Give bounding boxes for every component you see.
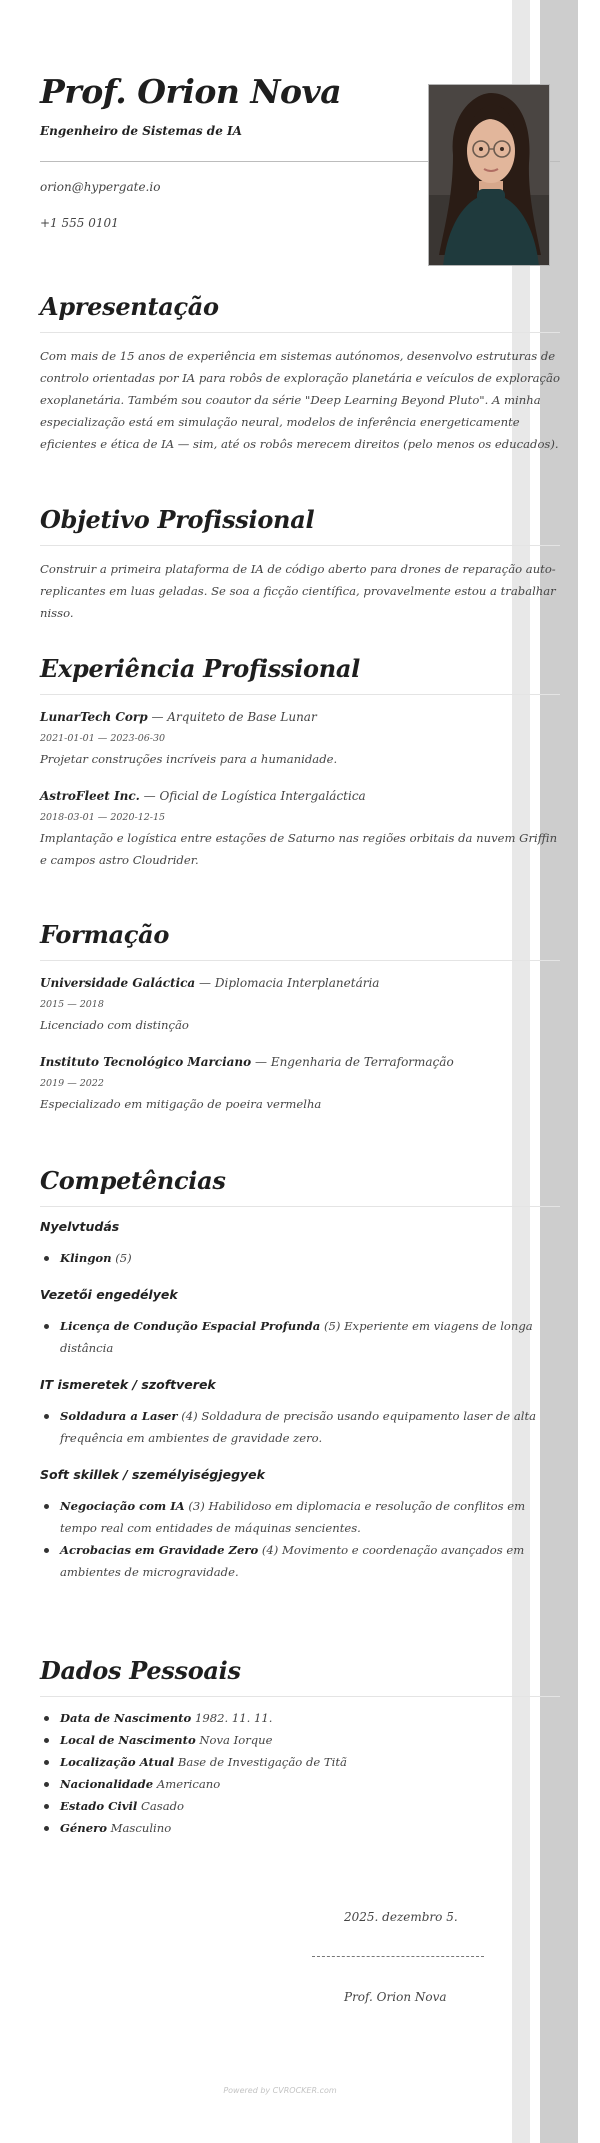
- education-entry-head: [40, 1052, 560, 1072]
- section-title-experience: Experiência Profissional: [40, 654, 360, 683]
- entry-description: Licenciado com distinção: [40, 1018, 189, 1032]
- section-objective: [40, 503, 560, 624]
- degree-title: Engenharia de Terraformação: [270, 1055, 454, 1069]
- entry-separator: —: [139, 789, 160, 803]
- summary-text: Com mais de 15 anos de experiência em sistemas autónomos, desenvolvo estruturas de controlo orientadas por IA para robôs de exploração planetária e veículos de exploração exoplanetária. Também sou coautor da série "Deep Learning Beyond Pluto". A minha especialização está em simulação neural, modelos de inferência energeticamente eficientes e ética de IA — sim, até os robôs merecem direitos (pelo menos os educados).: [40, 349, 560, 451]
- institution-name: Instituto Tecnológico Marciano: [40, 1055, 252, 1069]
- entry-description: Projetar construções incríveis para a humanidade.: [40, 752, 338, 766]
- education-entry-head: [40, 973, 560, 993]
- skill-item: [40, 1495, 560, 1539]
- entry-dates: 2018-03-01 — 2020-12-15: [40, 812, 166, 823]
- experience-entry-head: [40, 786, 560, 806]
- skill-level: (4): [181, 1409, 198, 1423]
- detail-label: Género: [60, 1821, 107, 1835]
- footer-credit[interactable]: Powered by CVROCKER.com: [223, 2086, 337, 2095]
- entry-dates: 2021-01-01 — 2023-06-30: [40, 733, 166, 744]
- section-personal: [40, 1654, 560, 1839]
- section-title-objective: Objetivo Profissional: [40, 505, 315, 534]
- skill-level: (3): [188, 1499, 205, 1513]
- section-divider: [40, 332, 560, 333]
- experience-entry-head: [40, 707, 560, 727]
- objective-text: Construir a primeira plataforma de IA de código aberto para drones de reparação auto-replicantes em luas geladas. Se soa a ficção científica, provavelmente estou a trabalhar nisso.: [40, 562, 556, 620]
- skill-description: Soldadura de precisão usando equipamento laser de alta frequência em ambientes de gravidade zero.: [60, 1409, 537, 1445]
- skill-group-heading: Vezetői engedélyek: [40, 1287, 178, 1302]
- detail-value: Nova Iorque: [199, 1733, 273, 1747]
- personal-detail-item: [40, 1729, 560, 1751]
- portrait-illustration: [429, 85, 550, 266]
- skill-description: Habilidoso em diplomacia e resolução de conflitos em tempo real com entidades de máquinas sencientes.: [60, 1499, 526, 1535]
- skill-level: (5): [323, 1319, 341, 1333]
- section-experience: [40, 652, 560, 871]
- entry-dates: 2019 — 2022: [40, 1078, 104, 1089]
- section-title-personal: Dados Pessoais: [40, 1656, 241, 1685]
- personal-details-list: [40, 1707, 560, 1839]
- skill-list: [40, 1495, 560, 1583]
- personal-detail-item: [40, 1795, 560, 1817]
- skill-name: Negociação com IA: [60, 1499, 185, 1513]
- section-title-skills: Competências: [40, 1166, 226, 1195]
- degree-title: Diplomacia Interplanetária: [214, 976, 380, 990]
- detail-value: Base de Investigação de Titã: [177, 1755, 347, 1769]
- resume-page: [40, 0, 560, 1835]
- section-divider: [40, 694, 560, 695]
- skill-name: Soldadura a Laser: [60, 1409, 178, 1423]
- detail-label: Data de Nascimento: [60, 1711, 192, 1725]
- skill-group-heading: IT ismeretek / szoftverek: [40, 1377, 216, 1392]
- personal-detail-item: [40, 1751, 560, 1773]
- signature-name: Prof. Orion Nova: [344, 1990, 447, 2004]
- institution-name: Universidade Galáctica: [40, 976, 196, 990]
- skill-name: Acrobacias em Gravidade Zero: [60, 1543, 259, 1557]
- skill-item: [40, 1315, 560, 1359]
- entry-description: Especializado em mitigação de poeira vermelha: [40, 1097, 322, 1111]
- detail-label: Nacionalidade: [60, 1777, 154, 1791]
- skill-item: [40, 1247, 560, 1269]
- skill-item: [40, 1405, 560, 1449]
- person-name: Prof. Orion Nova: [40, 72, 342, 111]
- entry-separator: —: [195, 976, 215, 990]
- section-divider: [40, 545, 560, 546]
- personal-detail-item: [40, 1707, 560, 1729]
- resume-header: [40, 0, 560, 270]
- personal-detail-item: [40, 1773, 560, 1795]
- section-education: [40, 918, 560, 1115]
- skill-description: Experiente em viagens de longa distância: [60, 1319, 533, 1355]
- section-divider: [40, 960, 560, 961]
- skill-group-heading: Nyelvtudás: [40, 1219, 120, 1234]
- skill-list: [40, 1315, 560, 1359]
- education-entry: [40, 973, 560, 1036]
- skill-level: (4): [261, 1543, 279, 1557]
- skill-item: [40, 1539, 560, 1583]
- experience-entry: [40, 786, 560, 871]
- education-entry: [40, 1052, 560, 1115]
- detail-value: 1982. 11. 11.: [194, 1711, 273, 1725]
- skill-list: [40, 1405, 560, 1449]
- position-title: Arquiteto de Base Lunar: [167, 710, 317, 724]
- detail-label: Localização Atual: [60, 1755, 175, 1769]
- employer-name: LunarTech Corp: [40, 710, 148, 724]
- contact-email[interactable]: orion@hypergate.io: [40, 180, 161, 194]
- detail-value: Americano: [156, 1777, 221, 1791]
- section-title-summary: Apresentação: [40, 292, 219, 321]
- contact-phone[interactable]: +1 555 0101: [40, 216, 119, 230]
- employer-name: AstroFleet Inc.: [40, 789, 140, 803]
- detail-label: Estado Civil: [60, 1799, 138, 1813]
- skill-name: Licença de Condução Espacial Profunda: [60, 1319, 321, 1333]
- personal-detail-item: [40, 1817, 560, 1839]
- skill-description: Movimento e coordenação avançados em ambientes de microgravidade.: [60, 1543, 525, 1579]
- job-title: Engenheiro de Sistemas de IA: [40, 124, 242, 138]
- section-divider: [40, 1696, 560, 1697]
- signature-line: [312, 1956, 484, 1957]
- signature-date: 2025. dezembro 5.: [344, 1910, 458, 1924]
- skill-level: (5): [115, 1251, 132, 1265]
- entry-dates: 2015 — 2018: [40, 999, 104, 1010]
- section-title-education: Formação: [40, 920, 170, 949]
- skill-group-heading: Soft skillek / személyiségjegyek: [40, 1467, 265, 1482]
- entry-separator: —: [251, 1055, 271, 1069]
- entry-description: Implantação e logística entre estações de Saturno nas regiões orbitais da nuvem Griffin e campos astro Cloudrider.: [40, 831, 558, 867]
- entry-separator: —: [147, 710, 168, 724]
- detail-value: Masculino: [110, 1821, 172, 1835]
- section-skills: [40, 1164, 560, 1583]
- detail-label: Local de Nascimento: [60, 1733, 196, 1747]
- experience-entry: [40, 707, 560, 770]
- skill-list: [40, 1247, 560, 1269]
- position-title: Oficial de Logística Intergaláctica: [159, 789, 366, 803]
- detail-value: Casado: [140, 1799, 185, 1813]
- section-summary: [40, 290, 560, 455]
- section-divider: [40, 1206, 560, 1207]
- skill-name: Klingon: [60, 1251, 112, 1265]
- profile-photo: [428, 84, 550, 266]
